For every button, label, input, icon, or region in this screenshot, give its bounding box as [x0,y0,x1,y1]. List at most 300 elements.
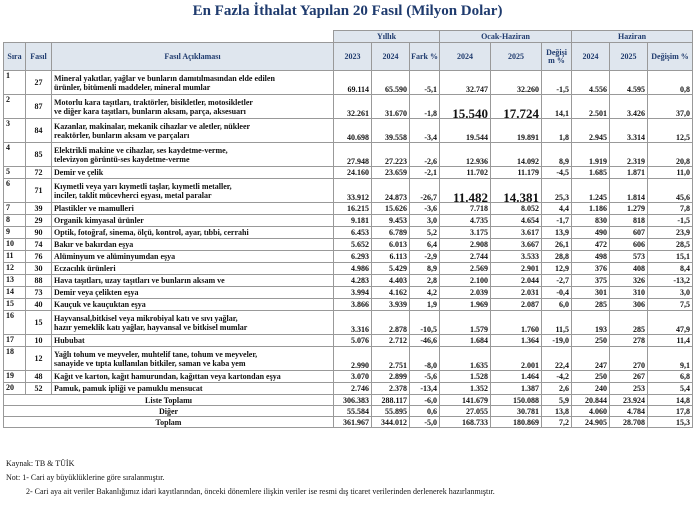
row-description-line: Elektrikli makine ve cihazlar, ses kaydetme-verme, [54,145,228,155]
row-value-h2025: 607 [610,227,648,239]
row-chapter-code: 29 [26,215,52,227]
row-value-fark: -5,1 [410,71,440,95]
row-value-deg2: 37,0 [648,95,693,119]
row-value-h2025: 1.814 [610,179,648,203]
row-chapter-code: 72 [26,167,52,179]
header-sira: Sıra [4,43,26,71]
row-value-h2025: 1.279 [610,203,648,215]
header-yillik-2023: 2023 [334,43,372,71]
row-value-h2025: 278 [610,335,648,347]
row-value-deg: -1,7 [542,215,572,227]
row-description [52,95,334,119]
row-description [52,347,334,371]
row-description [52,383,334,395]
table-row [4,179,693,203]
row-description-line: Pamuk, pamuk ipliği ve pamuklu mensucat [54,384,203,393]
row-value-o2025: 2.087 [491,299,542,311]
row-value-y2024: 2.378 [372,383,410,395]
row-value-h2024: 472 [572,239,610,251]
row-value-deg2: 11,0 [648,167,693,179]
header-ocak-2025: 2025 [491,43,542,71]
table-row [4,143,693,167]
totals-value-h2024: 4.060 [572,406,610,417]
row-value-deg2: 28,5 [648,239,693,251]
row-value-o2024: 7.718 [440,203,491,215]
row-value-y2023: 3.994 [334,287,372,299]
row-value-deg: -4,5 [542,167,572,179]
row-description [52,371,334,383]
row-value-o2025: 1.364 [491,335,542,347]
row-description-line: Plastikler ve mamulleri [54,204,134,213]
totals-value-fark: -5,0 [410,417,440,428]
row-value-o2024: 1.969 [440,299,491,311]
row-value-y2023: 5.652 [334,239,372,251]
row-value-o2024: 2.039 [440,287,491,299]
row-description-line: Organik kimyasal ürünler [54,216,144,225]
row-value-o2025: 2.044 [491,275,542,287]
row-value-fark: 1,9 [410,299,440,311]
totals-value-y2023: 306.383 [334,395,372,406]
row-value-y2024: 24.873 [372,179,410,203]
table-row [4,227,693,239]
row-chapter-code: 40 [26,299,52,311]
header-ocak-haziran: Ocak-Haziran [440,31,572,43]
row-rank: 9 [4,227,26,239]
row-rank: 6 [4,179,26,203]
row-description-line: inciler, taklit mücevherci eşyası, metal paralar [54,190,212,200]
row-value-h2024: 250 [572,335,610,347]
row-value-deg: -19,0 [542,335,572,347]
row-value-o2024: 15.540 [440,95,491,119]
row-value-deg2: 47,9 [648,311,693,335]
row-description [52,251,334,263]
header-haziran-2025: 2025 [610,43,648,71]
row-value-y2024: 23.659 [372,167,410,179]
row-value-deg: -0,4 [542,287,572,299]
totals-value-fark: 0,6 [410,406,440,417]
row-value-y2024: 15.626 [372,203,410,215]
totals-value-deg: 5,9 [542,395,572,406]
row-description [52,335,334,347]
row-rank: 1 [4,71,26,95]
totals-label: Diğer [4,406,334,417]
row-value-h2025: 310 [610,287,648,299]
row-value-fark: -10,5 [410,311,440,335]
row-value-y2024: 6.113 [372,251,410,263]
row-rank: 18 [4,347,26,371]
row-value-deg2: 15,1 [648,251,693,263]
row-chapter-code: 73 [26,287,52,299]
row-description-line: Yağlı tohum ve meyveler, muhtelif tane, tohum ve meyveler, [54,349,258,359]
row-value-h2025: 306 [610,299,648,311]
row-value-o2025: 2.901 [491,263,542,275]
row-value-deg2: 7,5 [648,299,693,311]
row-rank: 2 [4,95,26,119]
row-value-o2024: 3.175 [440,227,491,239]
totals-value-o2025: 150.088 [491,395,542,406]
totals-value-o2025: 180.869 [491,417,542,428]
row-value-o2025: 2.031 [491,287,542,299]
row-description [52,167,334,179]
row-value-fark: 4,2 [410,287,440,299]
row-description [52,287,334,299]
row-value-h2025: 2.319 [610,143,648,167]
row-value-fark: -8,0 [410,347,440,371]
totals-value-h2024: 20.844 [572,395,610,406]
row-description [52,203,334,215]
row-value-y2023: 4.283 [334,275,372,287]
table-header [4,31,693,71]
row-value-h2024: 830 [572,215,610,227]
row-value-y2024: 4.403 [372,275,410,287]
row-value-y2024: 9.453 [372,215,410,227]
table-row [4,347,693,371]
row-value-deg: 22,4 [542,347,572,371]
row-value-y2023: 24.160 [334,167,372,179]
row-value-fark: -1,8 [410,95,440,119]
row-rank: 14 [4,287,26,299]
row-rank: 20 [4,383,26,395]
row-value-o2025: 11.179 [491,167,542,179]
row-value-fark: -2,9 [410,251,440,263]
row-value-y2024: 31.670 [372,95,410,119]
row-description-line: Hayvansal,bitkisel veya mikrobiyal katı ve sıvı yağlar, [54,313,238,323]
row-description-line: Kağıt ve karton, kağıt hamurundan, kağıttan veya kartondan eşya [54,372,281,381]
page-title: En Fazla İthalat Yapılan 20 Fasıl (Milyon Dolar) [192,3,503,19]
row-chapter-code: 90 [26,227,52,239]
row-description [52,239,334,251]
row-description-line: ürünler, bitümenli maddeler, mineral mumlar [54,82,211,92]
row-value-o2025: 3.667 [491,239,542,251]
row-value-h2025: 253 [610,383,648,395]
row-value-h2024: 250 [572,371,610,383]
row-value-o2025: 14.092 [491,143,542,167]
row-value-y2023: 4.986 [334,263,372,275]
row-value-o2025: 17.724 [491,95,542,119]
row-description [52,263,334,275]
row-value-o2024: 2.569 [440,263,491,275]
row-value-deg2: 6,8 [648,371,693,383]
row-value-y2023: 32.261 [334,95,372,119]
row-value-deg2: 9,1 [648,347,693,371]
row-value-o2025: 4.654 [491,215,542,227]
row-value-y2024: 4.162 [372,287,410,299]
row-value-deg2: 23,9 [648,227,693,239]
row-value-o2025: 8.052 [491,203,542,215]
row-value-y2024: 5.429 [372,263,410,275]
row-value-fark: -13,4 [410,383,440,395]
row-value-h2025: 285 [610,311,648,335]
row-description [52,275,334,287]
row-rank: 16 [4,311,26,335]
row-value-o2025: 1.387 [491,383,542,395]
row-rank: 12 [4,263,26,275]
row-chapter-code: 15 [26,311,52,335]
header-fark: Fark % [410,43,440,71]
row-description-line: Optik, fotoğraf, sinema, ölçü, kontrol, ayar, tıbbi, cerrahi [54,228,249,237]
totals-value-o2024: 168.733 [440,417,491,428]
row-description-line: televizyon görüntü-ses kaydetme-verme [54,154,190,164]
row-value-fark: 2,8 [410,275,440,287]
row-chapter-code: 74 [26,239,52,251]
row-value-y2023: 16.215 [334,203,372,215]
row-value-y2023: 6.293 [334,251,372,263]
row-description-line: Kazanlar, makinalar, mekanik cihazlar ve aletler, nükleer [54,121,251,131]
row-chapter-code: 39 [26,203,52,215]
row-value-o2024: 1.528 [440,371,491,383]
row-value-h2025: 606 [610,239,648,251]
row-value-fark: -3,4 [410,119,440,143]
row-description [52,299,334,311]
totals-value-y2024: 55.895 [372,406,410,417]
row-description [52,311,334,335]
totals-value-h2025: 23.924 [610,395,648,406]
row-value-h2025: 267 [610,371,648,383]
row-value-o2024: 1.684 [440,335,491,347]
header-fasil: Fasıl [26,43,52,71]
row-value-fark: 3,0 [410,215,440,227]
table-row [4,311,693,335]
row-description [52,215,334,227]
row-rank: 11 [4,251,26,263]
totals-label: Liste Toplamı [4,395,334,406]
row-value-y2024: 65.590 [372,71,410,95]
table-row [4,251,693,263]
totals-value-y2023: 361.967 [334,417,372,428]
row-value-o2024: 11.482 [440,179,491,203]
row-description-line: Eczacılık ürünleri [54,264,116,273]
row-chapter-code: 87 [26,95,52,119]
totals-row [4,417,693,428]
row-value-deg2: 0,8 [648,71,693,95]
row-value-o2024: 2.744 [440,251,491,263]
table-row [4,299,693,311]
row-value-y2024: 39.558 [372,119,410,143]
row-description-line: Mineral yakıtlar, yağlar ve bunların damıtılmasından elde edilen [54,73,275,83]
row-value-o2024: 1.635 [440,347,491,371]
row-value-deg: 6,0 [542,299,572,311]
row-value-deg: -4,2 [542,371,572,383]
row-value-y2023: 40.698 [334,119,372,143]
totals-label: Toplam [4,417,334,428]
row-value-deg: 28,8 [542,251,572,263]
totals-value-deg: 13,8 [542,406,572,417]
header-degisim-2: Değişim % [648,43,693,71]
row-value-o2025: 14.381 [491,179,542,203]
row-value-y2023: 69.114 [334,71,372,95]
row-value-deg: -1,5 [542,71,572,95]
row-description [52,179,334,203]
row-value-o2024: 19.544 [440,119,491,143]
totals-value-h2025: 4.784 [610,406,648,417]
totals-value-o2024: 141.679 [440,395,491,406]
row-value-deg2: 11,4 [648,335,693,347]
row-value-deg: -2,7 [542,275,572,287]
table-row [4,383,693,395]
row-description [52,143,334,167]
header-yillik: Yıllık [334,31,440,43]
row-value-h2024: 375 [572,275,610,287]
note-1: Not: 1- Cari ay büyüklüklerine göre sıralanmıştır. [6,473,165,482]
row-value-fark: -26,7 [410,179,440,203]
row-value-y2024: 2.899 [372,371,410,383]
row-chapter-code: 48 [26,371,52,383]
row-value-y2023: 9.181 [334,215,372,227]
row-description-line: Kıymetli veya yarı kıymetli taşlar, kıymetli metaller, [54,181,232,191]
row-value-h2025: 270 [610,347,648,371]
row-description-line: Demir veya çelikten eşya [54,288,139,297]
row-value-y2023: 3.866 [334,299,372,311]
row-value-h2025: 1.871 [610,167,648,179]
table-row [4,263,693,275]
table-row [4,215,693,227]
row-value-deg: 13,9 [542,227,572,239]
row-value-h2024: 498 [572,251,610,263]
row-value-h2024: 240 [572,383,610,395]
row-description-line: reaktörler, bunların aksam ve parçaları [54,130,190,140]
row-value-deg2: 45,6 [648,179,693,203]
row-value-o2025: 19.891 [491,119,542,143]
row-value-o2025: 3.533 [491,251,542,263]
row-value-y2024: 2.712 [372,335,410,347]
row-value-h2024: 4.556 [572,71,610,95]
row-value-o2025: 1.464 [491,371,542,383]
row-value-h2024: 1.919 [572,143,610,167]
row-value-deg2: 12,5 [648,119,693,143]
row-rank: 3 [4,119,26,143]
row-chapter-code: 52 [26,383,52,395]
row-value-h2025: 3.314 [610,119,648,143]
row-description-line: Kauçuk ve kauçuktan eşya [54,300,146,309]
table-row [4,95,693,119]
row-value-fark: 6,4 [410,239,440,251]
row-value-deg2: -13,2 [648,275,693,287]
row-value-deg: 8,9 [542,143,572,167]
row-rank: 19 [4,371,26,383]
row-description [52,119,334,143]
totals-row [4,395,693,406]
row-value-o2024: 2.100 [440,275,491,287]
row-value-y2024: 2.878 [372,311,410,335]
row-value-h2024: 2.945 [572,119,610,143]
row-chapter-code: 84 [26,119,52,143]
header-degisim: Değişim % [542,43,572,71]
row-description-line: hazır yemeklik katı yağlar, hayvansal ve bitkisel mumlar [54,322,248,332]
row-chapter-code: 30 [26,263,52,275]
row-value-o2025: 1.760 [491,311,542,335]
row-value-deg2: 8,4 [648,263,693,275]
row-value-y2023: 5.076 [334,335,372,347]
row-description-line: Motorlu kara taşıtları, traktörler, bisikletler, motosikletler [54,97,253,107]
row-value-h2025: 326 [610,275,648,287]
totals-value-y2024: 288.117 [372,395,410,406]
table-row [4,275,693,287]
row-description-line: sanayide ve tıpta kullanılan bitkiler, saman ve kaba yem [54,358,246,368]
row-value-o2024: 32.747 [440,71,491,95]
totals-row [4,406,693,417]
table-row [4,239,693,251]
row-value-deg: 12,9 [542,263,572,275]
row-description-line: Alüminyum ve alüminyumdan eşya [54,252,176,261]
row-value-deg2: 3,0 [648,287,693,299]
row-value-deg2: 7,8 [648,203,693,215]
row-value-y2023: 3.316 [334,311,372,335]
row-value-y2023: 6.453 [334,227,372,239]
row-value-deg: 14,1 [542,95,572,119]
totals-value-deg2: 14,8 [648,395,693,406]
header-aciklama: Fasıl Açıklaması [52,43,334,71]
row-value-fark: -2,6 [410,143,440,167]
row-chapter-code: 10 [26,335,52,347]
row-value-o2024: 4.735 [440,215,491,227]
row-value-h2024: 1.685 [572,167,610,179]
row-value-y2023: 27.948 [334,143,372,167]
table-row [4,71,693,95]
table-row [4,371,693,383]
row-description-line: Hava taşıtları, uzay taşıtları ve bunların aksam ve [54,276,225,285]
row-value-deg: 25,3 [542,179,572,203]
totals-value-fark: -6,0 [410,395,440,406]
row-value-y2024: 27.223 [372,143,410,167]
totals-value-deg2: 17,8 [648,406,693,417]
row-value-y2023: 2.990 [334,347,372,371]
row-chapter-code: 27 [26,71,52,95]
row-rank: 17 [4,335,26,347]
row-value-deg: 4,4 [542,203,572,215]
totals-value-h2024: 24.905 [572,417,610,428]
row-rank: 8 [4,215,26,227]
row-value-deg: 11,5 [542,311,572,335]
totals-value-y2024: 344.012 [372,417,410,428]
row-description [52,227,334,239]
totals-value-o2025: 30.781 [491,406,542,417]
row-description-line: Demir ve çelik [54,168,104,177]
import-table [3,30,693,428]
row-value-o2025: 32.260 [491,71,542,95]
row-value-o2024: 12.936 [440,143,491,167]
totals-value-y2023: 55.584 [334,406,372,417]
totals-value-h2025: 28.708 [610,417,648,428]
header-haziran-2024: 2024 [572,43,610,71]
row-rank: 13 [4,275,26,287]
row-value-o2024: 1.579 [440,311,491,335]
table-row [4,335,693,347]
row-value-h2024: 1.245 [572,179,610,203]
row-value-deg: 26,1 [542,239,572,251]
row-value-fark: -2,1 [410,167,440,179]
row-value-o2025: 3.617 [491,227,542,239]
row-value-h2024: 490 [572,227,610,239]
row-chapter-code: 85 [26,143,52,167]
row-value-h2025: 3.426 [610,95,648,119]
row-chapter-code: 12 [26,347,52,371]
row-value-deg2: 20,8 [648,143,693,167]
row-value-h2025: 573 [610,251,648,263]
row-value-h2024: 285 [572,299,610,311]
row-description-line: ve diğer kara taşıtları, bunların aksam, parça, aksesuarı [54,106,246,116]
row-chapter-code: 88 [26,275,52,287]
totals-value-o2024: 27.055 [440,406,491,417]
row-value-h2025: 408 [610,263,648,275]
row-value-h2025: 4.595 [610,71,648,95]
header-yillik-2024: 2024 [372,43,410,71]
row-value-deg2: -1,5 [648,215,693,227]
row-value-h2024: 193 [572,311,610,335]
row-value-y2023: 33.912 [334,179,372,203]
row-value-y2024: 2.751 [372,347,410,371]
row-value-o2024: 2.908 [440,239,491,251]
totals-value-deg2: 15,3 [648,417,693,428]
